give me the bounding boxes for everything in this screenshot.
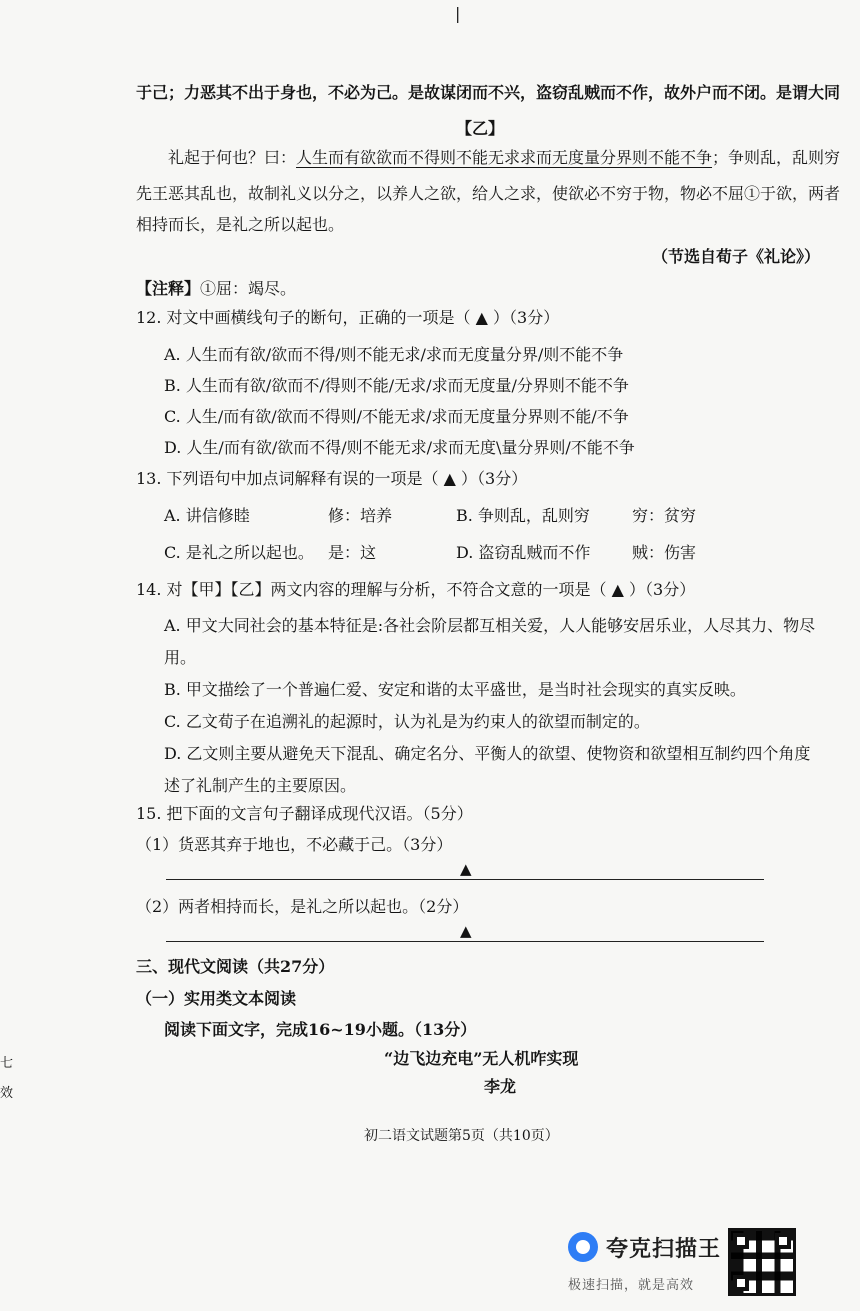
- q14-option-a-line1: A. 甲文大同社会的基本特征是:各社会阶层都互相关爱，人人能够安居乐业，人尽其力、物尽: [164, 616, 816, 635]
- yi-line1: [168, 145, 841, 168]
- q12-option-b: B. 人生而有欲/欲而不/得则不能/无求/求而无度量/分界则不能不争: [164, 376, 629, 395]
- q14-option-c: C. 乙文荀子在追溯礼的起源时，认为礼是为约束人的欲望而制定的。: [164, 712, 650, 731]
- q13-d-meaning: 贼：伤害: [632, 543, 697, 562]
- jia-line-end: 于己；力恶其不出于身也，不必为己。是故谋闭而不兴，盗窃乱贼而不作，故外户而不闭。是谓大同: [136, 83, 841, 102]
- q13-a-text: A. 讲信修睦: [164, 506, 250, 525]
- q12-option-a: A. 人生而有欲/欲而不得/则不能无求/求而无度量分界/则不能不争: [164, 345, 624, 364]
- q14-option-d-line2: 述了礼制产生的主要原因。: [164, 776, 357, 795]
- q14-option-a-line2: 用。: [164, 648, 197, 667]
- section3-title: 三、现代文阅读（共27分）: [136, 957, 335, 976]
- q13-a-meaning: 修：培养: [328, 506, 393, 525]
- quark-logo-icon: [568, 1232, 598, 1262]
- yi-line1-post: ；争则乱，乱则穷: [712, 148, 841, 167]
- note: [136, 276, 296, 299]
- q14-stem: 14. 对【甲】【乙】两文内容的理解与分析，不符合文意的一项是（ ▲ ）（3分）: [136, 580, 696, 599]
- watermark-slogan: 极速扫描，就是高效: [568, 1278, 695, 1293]
- yi-heading: 【乙】: [456, 119, 505, 138]
- q13-d-text: D. 盗窃乱贼而不作: [456, 543, 591, 562]
- yi-line3: 相持而长，是礼之所以起也。: [136, 215, 345, 234]
- q15-sentence-1: （1）货恶其弃于地也，不必藏于己。（3分）: [136, 835, 453, 854]
- q15-answer-line-1: [166, 879, 764, 880]
- q12-option-d: D. 人生/而有欲/欲而不得/则不能无求/求而无度\量分界则/不能不争: [164, 438, 635, 457]
- scanner-watermark: [568, 1226, 798, 1301]
- note-text: ①屈：竭尽。: [200, 279, 297, 298]
- q14-option-d-line1: D. 乙文则主要从避免天下混乱、确定名分、平衡人的欲望、使物资和欲望相互制约四个角度: [164, 744, 811, 763]
- q12-stem: 12. 对文中画横线句子的断句，正确的一项是（ ▲ ）（3分）: [136, 308, 560, 327]
- q15-answer-marker-1: ▲: [460, 860, 472, 878]
- page-footer: 初二语文试题第5页（共10页）: [364, 1128, 559, 1144]
- q15-answer-line-2: [166, 941, 764, 942]
- margin-char-2: 效: [0, 1086, 14, 1101]
- q13-c-text: C. 是礼之所以起也。: [164, 543, 314, 562]
- q15-answer-marker-2: ▲: [460, 922, 472, 940]
- q14-option-b: B. 甲文描绘了一个普遍仁爱、安定和谐的太平盛世，是当时社会现实的真实反映。: [164, 680, 746, 699]
- q15-sentence-2: （2）两者相持而长，是礼之所以起也。（2分）: [136, 897, 469, 916]
- yi-line2: 先王恶其乱也，故制礼义以分之，以养人之欲，给人之求，使欲必不穷于物，物必不屈①于欲，两者: [136, 184, 841, 203]
- q13-stem: 13. 下列语句中加点词解释有误的一项是（ ▲ ）（3分）: [136, 469, 528, 488]
- note-label: 【注释】: [136, 279, 201, 298]
- qr-code-icon: [728, 1228, 796, 1296]
- article-author: 李龙: [484, 1077, 517, 1096]
- margin-char-1: 七: [0, 1056, 14, 1071]
- section3-instruction: 阅读下面文字，完成16~19小题。（13分）: [164, 1020, 477, 1039]
- q12-option-c: C. 人生/而有欲/欲而不得则/不能无求/求而无度量分界则不能/不争: [164, 407, 629, 426]
- yi-underlined-sentence: 人生而有欲欲而不得则不能无求求而无度量分界则不能不争: [296, 148, 713, 167]
- section3-subtitle: （一）实用类文本阅读: [136, 989, 297, 1008]
- q15-stem: 15. 把下面的文言句子翻译成现代汉语。（5分）: [136, 804, 473, 823]
- q13-b-meaning: 穷：贫穷: [632, 506, 697, 525]
- yi-line1-pre: 礼起于何也？曰：: [168, 148, 297, 167]
- q13-c-meaning: 是：这: [328, 543, 377, 562]
- watermark-brand: 夸克扫描王: [606, 1237, 722, 1262]
- article-title: “边飞边充电”无人机咋实现: [384, 1049, 579, 1068]
- yi-source: （节选自荀子《礼论》）: [652, 247, 821, 266]
- top-mark: |: [455, 4, 461, 23]
- q13-b-text: B. 争则乱，乱则穷: [456, 506, 590, 525]
